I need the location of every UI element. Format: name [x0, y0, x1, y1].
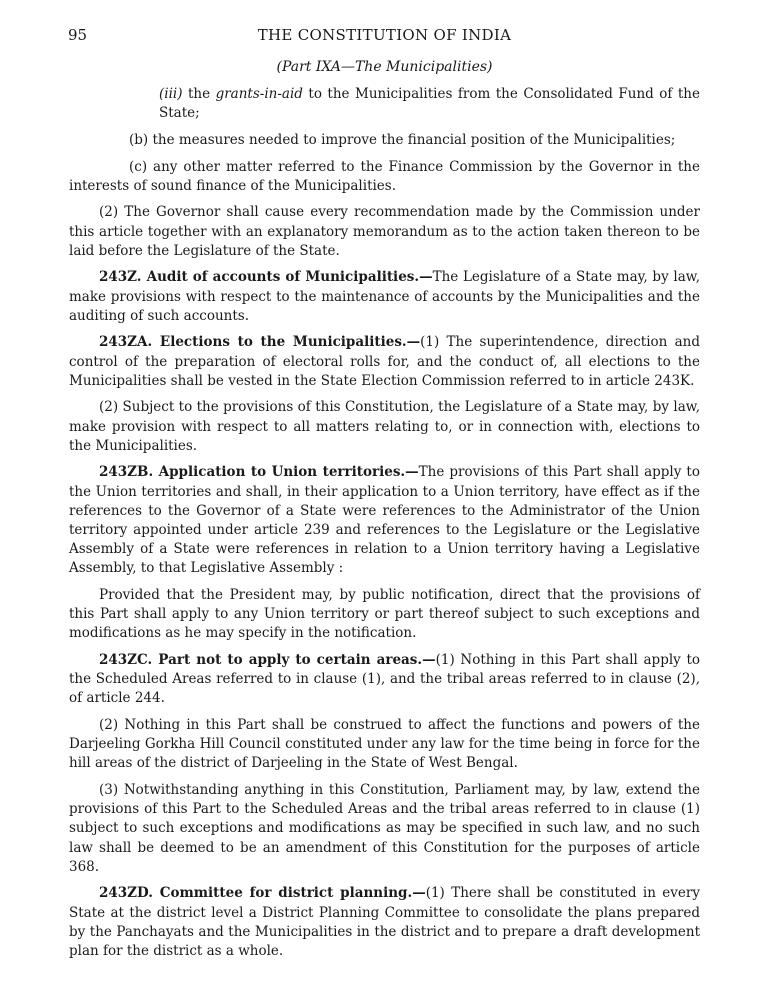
clause-iii-emphasis: grants-in-aid — [215, 86, 303, 103]
part-subtitle: (Part IXA—The Municipalities) — [276, 59, 493, 75]
section-243zd — [69, 884, 700, 961]
clause-c-text: any other matter referred to the Finance Commission by the Governor in the interests of sound finance of the Municipalities. — [69, 158, 700, 194]
clause-iii-post: to the Municipalities from the Consolidated Fund of the State; — [159, 86, 700, 122]
clause-iii — [69, 85, 700, 123]
clause-c-number: (c) — [129, 158, 148, 175]
document-page — [69, 0, 700, 969]
clause-c — [69, 158, 700, 196]
section-243z-text: The Legislature of a State may, by law, make provisions with respect to the maintenance of accounts by the Municipalities and the auditing of such accounts. — [69, 269, 700, 324]
section-243za-clause-2: (2) Subject to the provisions of this Constitution, the Legislature of a State may, by law, make provision with respect to all matters relating to, or in connection with, elections to the Municipalities. — [69, 399, 700, 454]
section-243zb-text: The provisions of this Part shall apply to the Union territories and shall, in their application to a Union territory, have effect as if the references to the Governor of a State were references to the Administrator of the Union territory appointed under article 239 and references to the Legislature or the Legislative Assembly of a State were references in relation to a Union territory having a Legislative Assembly, to that Legislative Assembly : — [69, 464, 700, 577]
section-243zc-heading: 243ZC. Part not to apply to certain areas.— — [99, 652, 436, 668]
section-243za-heading: 243ZA. Elections to the Municipalities.— — [99, 334, 421, 351]
section-243za — [69, 333, 700, 391]
section-243zc-clause-2: (2) Nothing in this Part shall be construed to affect the functions and powers of the Darjeeling Gorkha Hill Council constituted under any law for the time being in force for the hill areas of the district of Darjeeling in the State of West Bengal. — [69, 717, 700, 772]
section-243zd-heading: 243ZD. Committee for district planning.— — [99, 885, 426, 902]
clause-b — [69, 131, 700, 150]
clause-iii-number: (iii) — [159, 86, 183, 103]
section-243zc-text: (1) Nothing in this Part shall apply to the Scheduled Areas referred to in clause (1), and the tribal areas referred to in clause (2), of article 244. — [69, 652, 700, 707]
clause-b-text: the measures needed to improve the financial position of the Municipalities; — [148, 132, 676, 148]
page-number: 95 — [68, 26, 88, 44]
page-title: THE CONSTITUTION OF INDIA — [257, 26, 512, 44]
section-243zb-proviso: Provided that the President may, by public notification, direct that the provisions of this Part shall apply to any Union territory or part thereof subject to such exceptions and modifications as he may specify in the notification. — [69, 587, 700, 642]
page-header — [69, 26, 700, 54]
paragraph-2: (2) The Governor shall cause every recommendation made by the Commission under this article together with an explanatory memorandum as to the action taken thereon to be laid before the Legislature of the State. — [69, 204, 700, 259]
section-243zd-text: (1) There shall be constituted in every State at the district level a District Planning Committee to consolidate the plans prepared by the Panchayats and the Municipalities in the district and to prepare a draft development plan for the district as a whole. — [69, 885, 700, 960]
clause-iii-pre: the — [182, 86, 216, 103]
section-243zb — [69, 463, 700, 578]
section-243zc-clause-3: (3) Notwithstanding anything in this Constitution, Parliament may, by law, extend the provisions of this Part to the Scheduled Areas and the tribal areas referred to in clause (1) subject to such exceptions and modifications as may be specified in such law, and no such law shall be deemed to be an amendment of this Constitution for the purposes of article 368. — [69, 782, 700, 875]
section-243za-text: (1) The superintendence, direction and control of the preparation of electoral rolls for, and the conduct of, all elections to the Municipalities shall be vested in the State Election Commission referred to in article 243K. — [69, 334, 701, 389]
section-243z — [69, 268, 700, 326]
section-243z-heading: 243Z. Audit of accounts of Municipalities.— — [99, 269, 433, 286]
clause-b-number: (b) — [129, 132, 149, 148]
section-243zc — [69, 651, 700, 709]
section-243zb-heading: 243ZB. Application to Union territories.— — [99, 464, 419, 481]
